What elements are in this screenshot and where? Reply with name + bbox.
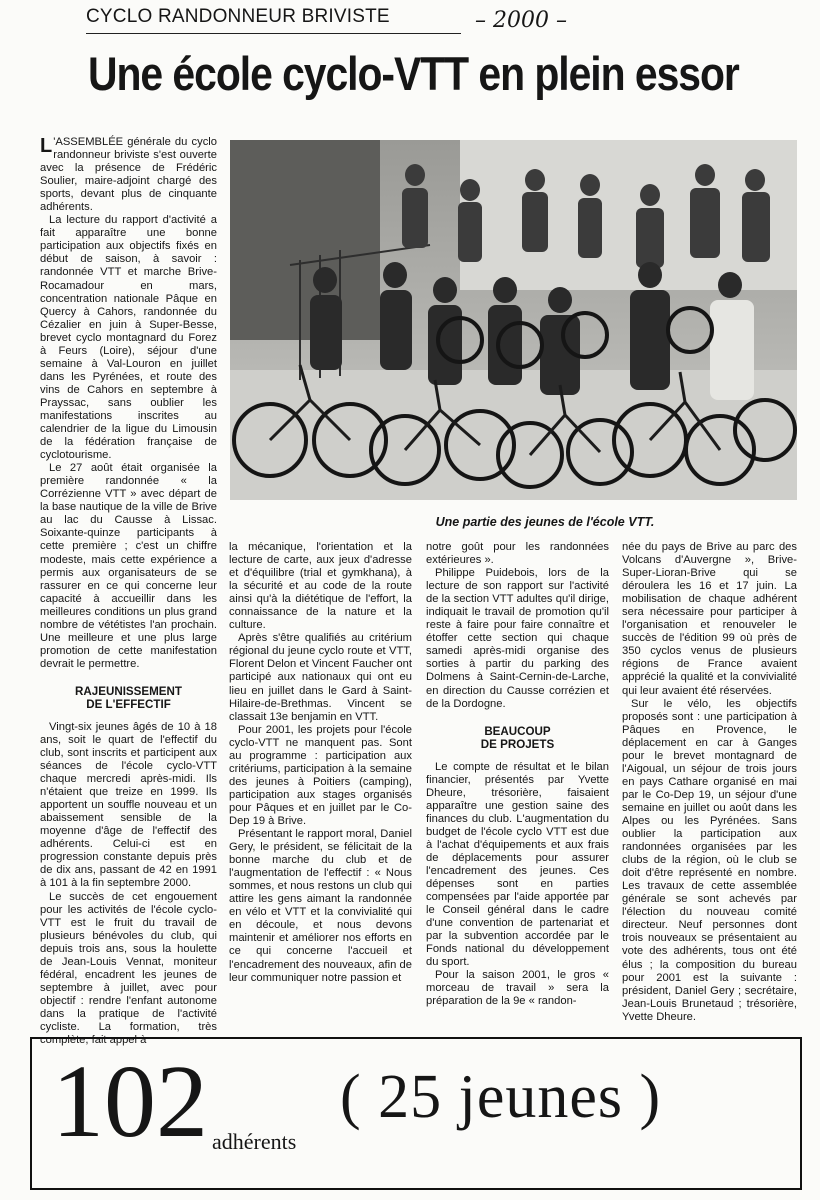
subheading-rajeunissement: RAJEUNISSEMENT DE L'EFFECTIF <box>75 684 182 711</box>
section-kicker: CYCLO RANDONNEUR BRIVISTE <box>86 6 390 27</box>
paragraph: la mécanique, l'orientation et la lecture de carte, aux jeux d'adresse et d'équilibre (trial et gymkhana), à la sécurité et au code de la route ainsi qu'à la diététique de l'effort, la connaissance de la nature et la culture. <box>229 541 412 632</box>
lead-paragraph <box>40 136 217 214</box>
group-photo-illustration <box>230 140 797 500</box>
article-column-3 <box>426 541 609 1009</box>
article-column-1 <box>40 136 217 1047</box>
paragraph: Vingt-six jeunes âgés de 10 à 18 ans, soit le quart de l'effectif du club, sont inscrits et participent aux séances de l'école cyclo-VTT chaque mercredi après-midi. Ils n'étaient que treize en 1999. Ils apportent un souffle nouveau et un abaissement sensible de la moyenne d'âge de l'effectif des adhérents. Celui-ci est en progression constante depuis près de dix ans, passant de 42 en 1991 à 101 à la fin septembre 2000. <box>40 720 217 890</box>
paragraph: Le 27 août était organisée la première randonnée « la Corrézienne VTT » avec départ de la base nautique de la ville de Brive au lac du Causse à Lissac. Soixante-quinze participants à cette première ; c'est un chiffre modeste, mais cette expérience a permis aux organisateurs de se rassurer en ce qui concerne leur capacité à accueillir dans les meilleures conditions un plus grand nombre de vététistes l'an prochain. Une meilleure et une plus large promotion de cette manifestation devrait le permettre. <box>40 462 217 670</box>
lead-text: 'ASSEMBLÉE générale du cyclo randonneur briviste s'est ouverte avec la présence de Frédéric Soulier, maire-adjoint chargé des sports, devant plus de cinquante adhérents. <box>40 136 217 214</box>
photo-caption: Une partie des jeunes de l'école VTT. <box>435 515 655 529</box>
members-label: adhérents <box>212 1129 297 1154</box>
paragraph: Pour la saison 2001, le gros « morceau de travail » sera la préparation de la 9e « randon- <box>426 969 609 1008</box>
paragraph: La lecture du rapport d'activité a fait apparaître une bonne participation aux objectifs fixés en début de saison, à savoir : randonnée VTT et marche Brive-Rocamadour en mars, concentration nationale Pâque en Quercy à Cahors, randonnée du Cézalier en juin à Super-Besse, brevet cyclo montagnard du Forez à Feurs (Loire), séjour d'une semaine à Val-Louron en juillet dans les Pyrénées, et route des vins de Cahors en septembre à Prayssac, sans oublier les manifestations inscrites au calendrier de la ligue du Limousin de la fédération française de cyclotourisme. <box>40 214 217 462</box>
paragraph: née du pays de Brive au parc des Volcans d'Auvergne », Brive-Super-Lioran-Brive qui se déroulera les 16 et 17 juin. La mobilisation de chaque adhérent sera nécessaire pour participer à l'organisation et renouveler le succès de l'édition 99 où près de 350 cyclos venus de plusieurs régions de France avaient apprécié la qualité et la convivialité qui leur avaient été réservées. <box>622 541 797 697</box>
paragraph: Le succès de cet engouement pour les activités de l'école cyclo-VTT est le fruit du travail de plusieurs bénévoles du club, qui depuis trois ans, sous la houlette de Jean-Louis Vennat, moniteur fédéral, encadrent les jeunes de septembre à juillet, avec pour objectif : rendre l'enfant autonome dans la pratique de l'activité cycliste. La formation, très complète, fait appel à <box>40 890 217 1047</box>
subheading-projets: BEAUCOUP DE PROJETS <box>480 724 555 751</box>
paragraph: Sur le vélo, les objectifs proposés sont : une participation à Pâques en Provence, le déplacement en car à Ganges pour le brevet montagnard de l'Aigoual, un séjour de trois jours en pays Cathare organisé en mai par le Co-Dep 19, un séjour d'une semaine en juillet ou août dans les Alpes ou les Pyrénées. Sans oublier la participation aux randonnées organisées par les clubs de la région, où le club se doit d'être représenté en nombre. Les travaux de cette assemblée générale se sont achevés par l'élection du nouveau comité directeur. Neuf personnes dont trois nouveaux se présentaient au vote des adhérents, tous ont été élus ; la composition du bureau pour 2001 est la suivante : président, Daniel Gery ; secrétaire, Jean-Louis Brunetaud ; trésorière, Yvette Dheure. <box>622 697 797 1023</box>
paragraph: Pour 2001, les projets pour l'école cyclo-VTT ne manquent pas. Sont au programme : participation aux critériums, participation à la semaine des jeunes à Poitiers (camping), participation aux stages organisés pour Pâques et en juillet par le Co-Dep 19 à Brive. <box>229 723 412 827</box>
paragraph: notre goût pour les randonnées extérieures ». <box>426 541 609 567</box>
members-count: 102 <box>52 1044 208 1159</box>
paragraph: Présentant le rapport moral, Daniel Gery, le président, se félicitait de la bonne marche du club et de l'augmentation de l'effectif : « Nous sommes, et nous restons un club qui attire les gens aimant la randonnée en vélo et VTT et la convivialité qui en découle, et nous devons maintenir et améliorer nos efforts en ce qui concerne l'accueil et l'encadrement des nouveaux, afin de leur communiquer notre passion et <box>229 828 412 984</box>
kicker-underline <box>86 33 461 34</box>
article-column-2 <box>229 541 412 985</box>
article-headline: Une école cyclo-VTT en plein essor <box>88 47 739 100</box>
paragraph: Après s'être qualifiés au critérium régional du jeune cyclo route et VTT, Florent Delon et Vincent Faucher ont participé aux nationaux qui ont eu lieu en juillet dans le Gard à Saint-Hilaire-de-Brethmas. Vincent se classait 13e benjamin en VTT. <box>229 632 412 723</box>
youth-count-note: ( 25 jeunes ) <box>340 1063 662 1131</box>
paragraph: Philippe Puidebois, lors de la lecture de son rapport sur l'activité de la section VTT adultes qu'il dirige, indiquait le travail de promotion qu'il reste à faire pour faire connaître et étoffer cette section qui chaque samedi après-midi organise des sorties à partir du parking des Dolmens à Saint-Cernin-de-Larche, en direction du Causse corrézien et de la Dordogne. <box>426 567 609 710</box>
group-photo <box>230 140 797 500</box>
article-column-4 <box>622 541 797 1024</box>
drop-cap: L <box>40 135 53 157</box>
handwritten-date-annotation: – 2000 – <box>475 8 567 33</box>
paragraph: Le compte de résultat et le bilan financier, présentés par Yvette Dheure, trésorière, faisaient apparaître une gestion saine des finances du club. L'augmentation du budget de l'école cyclo VTT est due à l'achat d'équipements et aux frais de déplacements pour assurer l'encadrement des jeunes. Ces dépenses sont en parties compensées par l'aide apportée par le Conseil général dans le cadre d'une convention de partenariat et par la subvention accordée par le Fonds national du développement du sport. <box>426 760 609 969</box>
